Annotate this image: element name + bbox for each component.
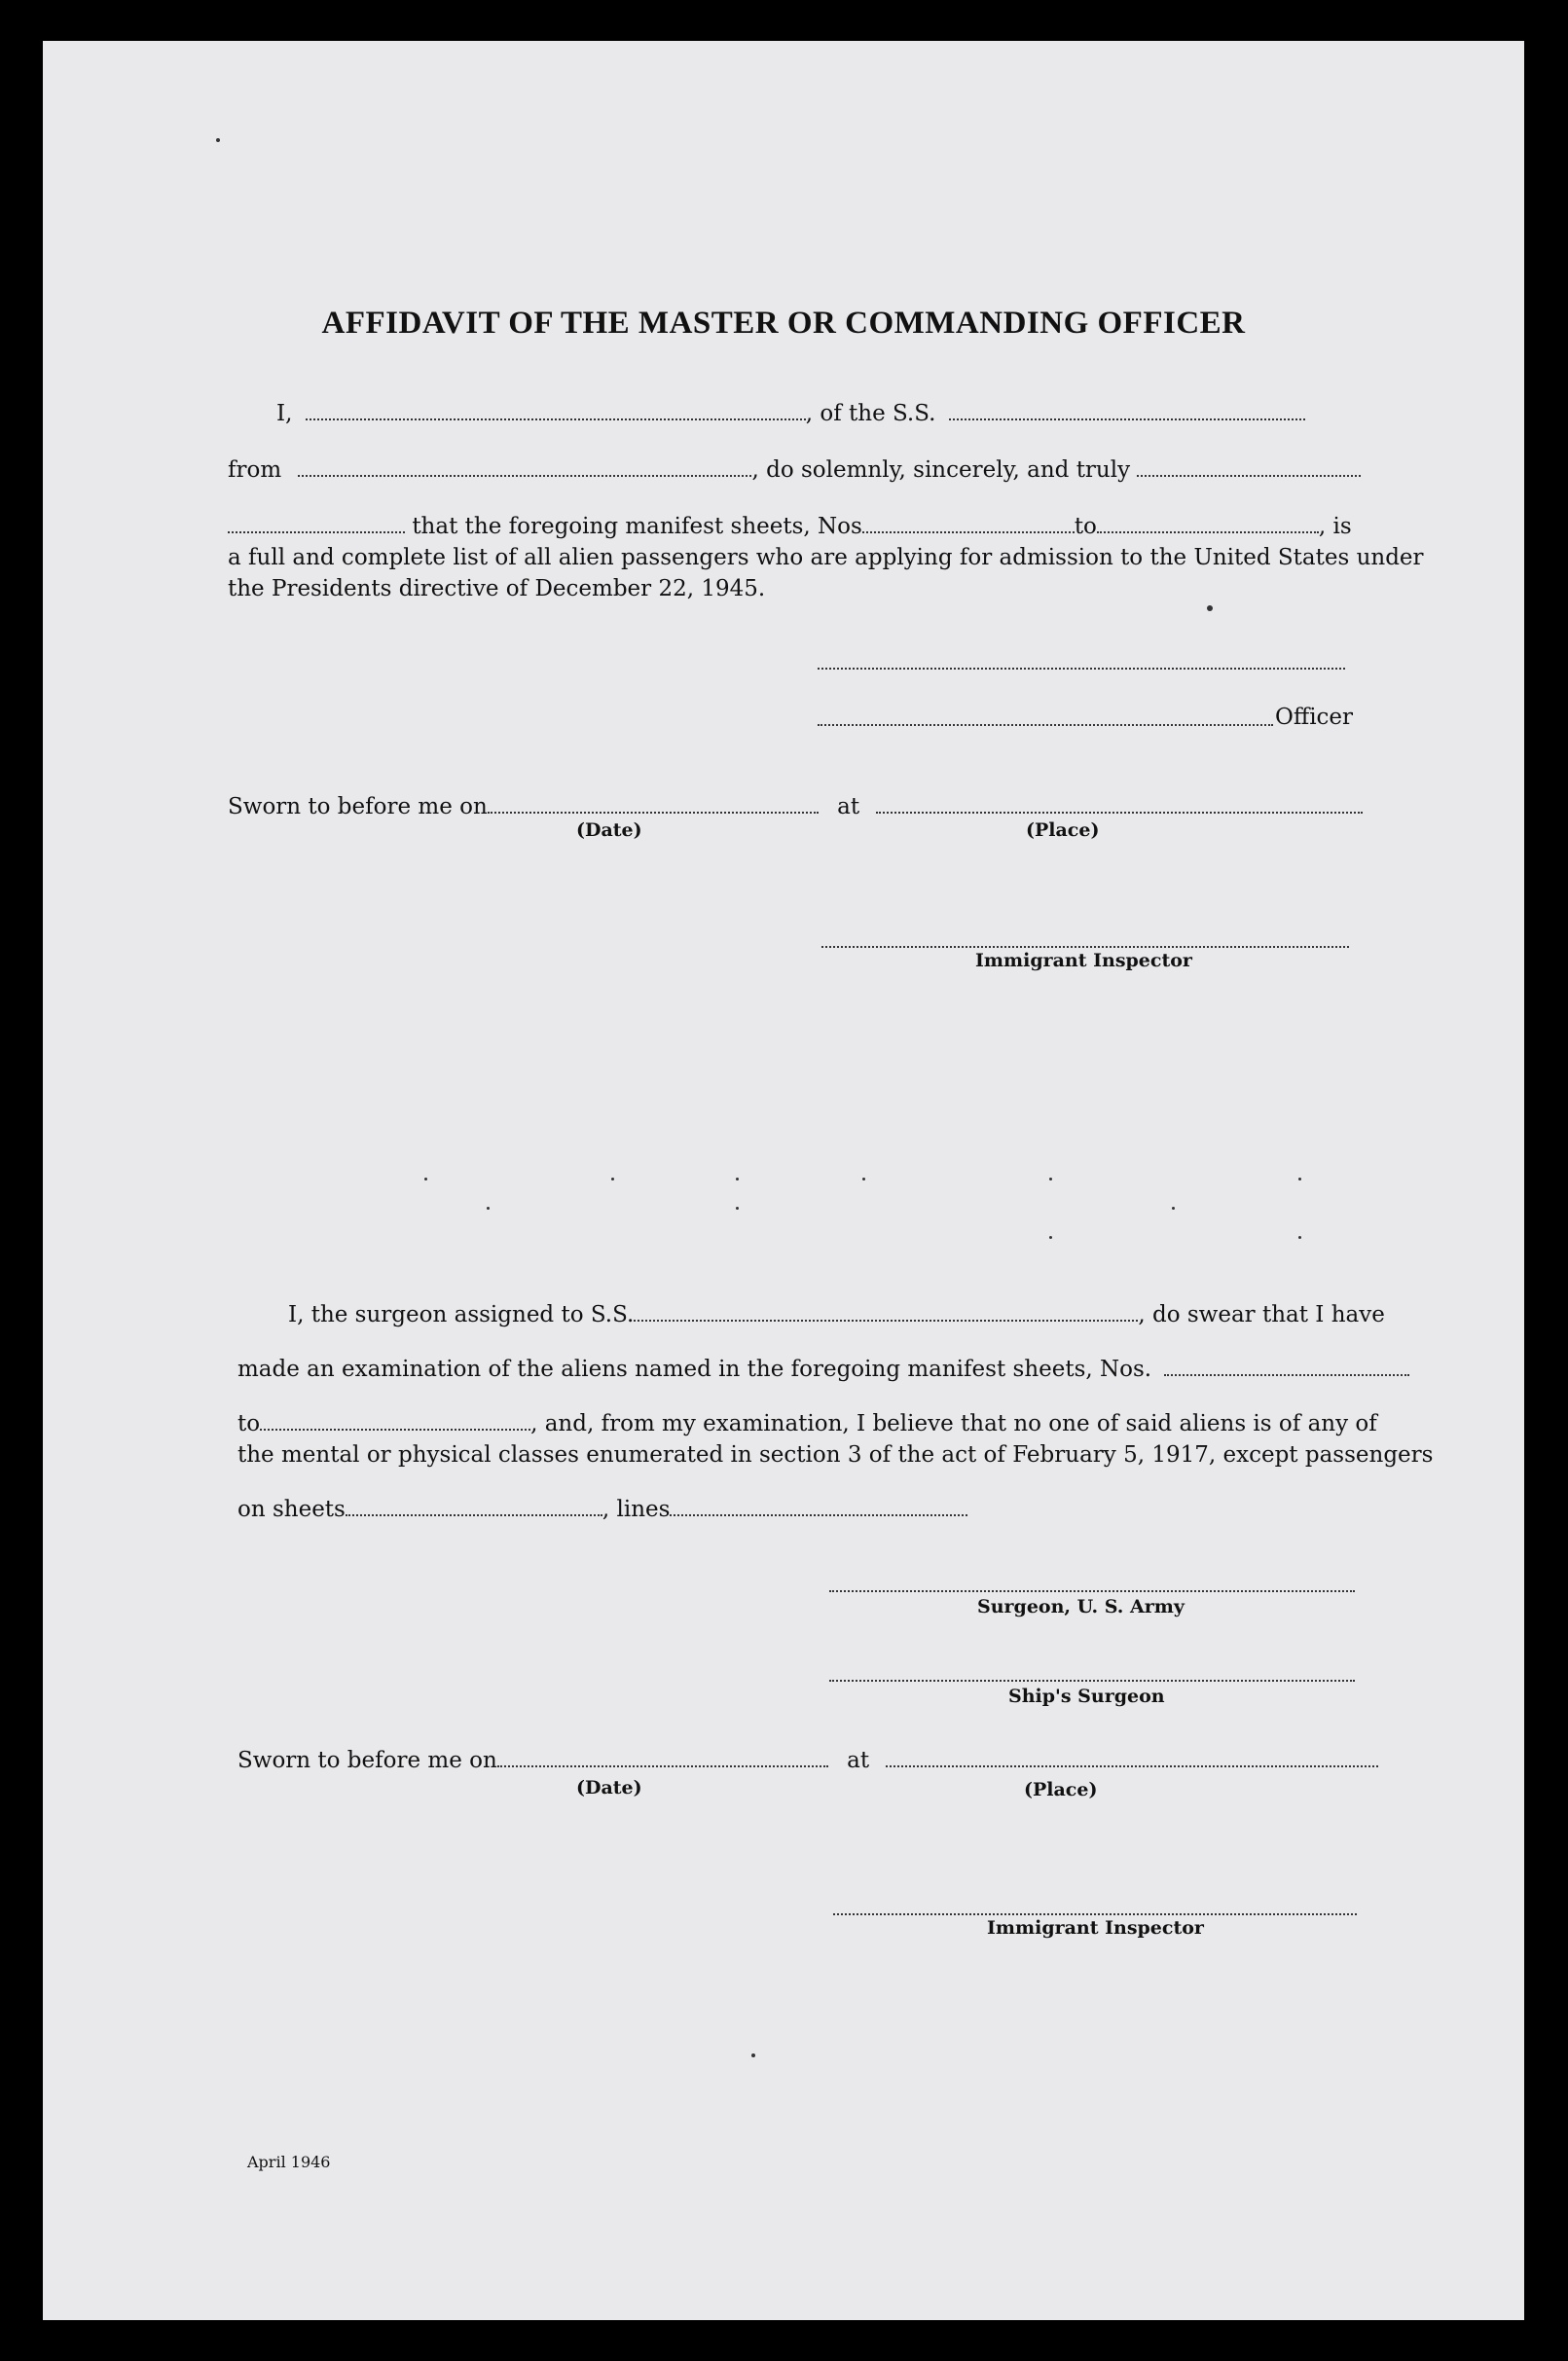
surgeon-sworn-label: Sworn to before me on [237,1748,497,1773]
examination-label: made an examination of the aliens named in the foregoing manifest sheets, Nos. [237,1357,1152,1382]
surgeon-inspector-caption: Immigrant Inspector [987,1917,1204,1939]
surgeon-ship-field[interactable] [634,1300,1138,1322]
inspector-signature-line[interactable] [821,944,1349,948]
is-label: , is [1318,514,1352,539]
to-label: to [1074,514,1097,539]
affirm-field[interactable] [228,512,405,533]
master-line-3 [228,512,1352,541]
sheets-from-field[interactable] [862,512,1075,533]
sworn-label: Sworn to before me on [228,794,488,819]
form-date-footer: April 1946 [247,2153,331,2171]
master-line-1 [276,399,1305,428]
surgeon-inspector-signature-line[interactable] [833,1911,1357,1915]
surgeon-to-label: to [237,1411,261,1436]
army-surgeon-signature-line[interactable] [829,1588,1355,1592]
master-line-2 [228,455,1361,485]
surgeon-date-caption: (Date) [576,1777,642,1798]
do-swear-label: , do swear that I have [1138,1302,1385,1327]
surgeon-sworn-line [237,1746,1378,1775]
swear-field[interactable] [1137,455,1361,477]
master-line-4: a full and complete list of all alien passengers who are applying for admission to the United States under [228,545,1424,570]
solemnly-label: , do solemnly, sincerely, and truly [751,457,1131,483]
surgeon-sheets-from-field[interactable] [1164,1355,1409,1376]
date-caption: (Date) [576,819,642,841]
ship-surgeon-caption: Ship's Surgeon [1008,1686,1165,1707]
sheets-to-field[interactable] [1097,512,1319,533]
officer-label: Officer [1275,705,1354,730]
exception-lines-field[interactable] [670,1495,967,1516]
from-label: from [228,457,282,483]
surgeon-assigned-label: I, the surgeon assigned to S.S. [288,1302,635,1327]
from-port-field[interactable] [298,455,751,477]
surgeon-line-3 [237,1409,1377,1438]
i-label: I, [276,401,293,426]
on-sheets-label: on sheets [237,1497,346,1522]
surgeon-sworn-date-field[interactable] [497,1746,828,1767]
that-label: that the foregoing manifest sheets, Nos [412,514,862,539]
exception-sheets-field[interactable] [346,1495,602,1516]
master-name-field[interactable] [306,399,806,420]
surgeon-line-2 [237,1355,1409,1384]
surgeon-sheets-to-field[interactable] [260,1409,530,1431]
master-signature-line[interactable] [818,666,1345,670]
place-caption: (Place) [1026,819,1100,841]
officer-signature-line[interactable] [818,722,1273,726]
sworn-place-field[interactable] [876,792,1363,814]
master-line-5: the Presidents directive of December 22, 1945. [228,576,766,601]
of-ss-label: , of the S.S. [805,401,936,426]
at-label: at [837,794,860,819]
ship-surgeon-signature-line[interactable] [829,1678,1355,1682]
surgeon-line-1 [288,1300,1385,1329]
master-sworn-line [228,792,1363,821]
lines-label: , lines [602,1497,671,1522]
surgeon-sworn-place-field[interactable] [886,1746,1378,1767]
army-surgeon-caption: Surgeon, U. S. Army [977,1596,1185,1617]
form-page [43,41,1524,2320]
surgeon-line-5 [237,1495,967,1524]
surgeon-at-label: at [847,1748,870,1773]
ship-name-field[interactable] [949,399,1305,420]
from-examination-label: , and, from my examination, I believe that no one of said aliens is of any of [530,1411,1377,1436]
form-title: AFFIDAVIT OF THE MASTER OR COMMANDING OFFICER [321,306,1246,341]
inspector-caption: Immigrant Inspector [975,950,1192,971]
surgeon-line-4: the mental or physical classes enumerated in section 3 of the act of February 5, 1917, except passengers [237,1442,1434,1468]
sworn-date-field[interactable] [488,792,819,814]
surgeon-place-caption: (Place) [1024,1779,1098,1800]
